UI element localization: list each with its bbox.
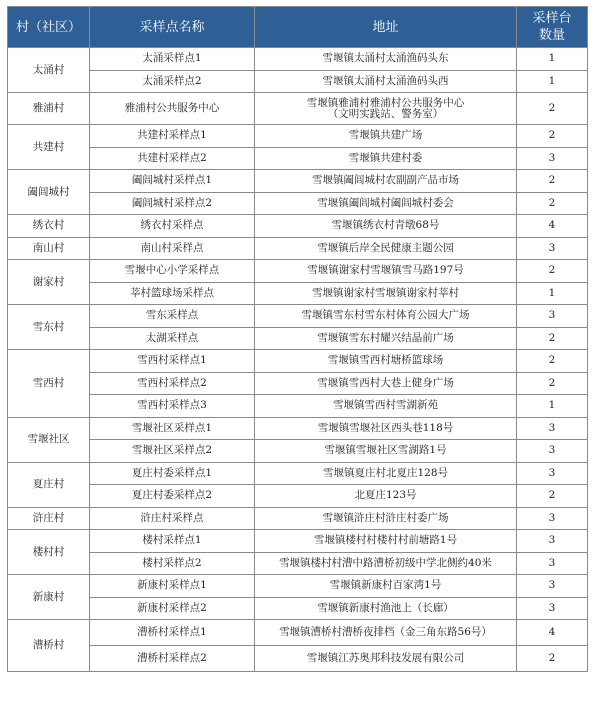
site-cell: 夏庄村委采样点1 — [90, 462, 255, 485]
address-cell: 雪堰镇江苏奥邦科技发展有限公司 — [255, 646, 517, 672]
count-cell: 2 — [517, 350, 588, 373]
site-cell: 雪西村采样点3 — [90, 395, 255, 418]
sampling-sites-table — [7, 6, 588, 672]
village-cell: 太涌村 — [8, 48, 90, 93]
table-row — [8, 440, 588, 463]
site-cell: 新康村采样点1 — [90, 575, 255, 598]
site-cell: 夏庄村委采样点2 — [90, 485, 255, 508]
site-cell: 雪西村采样点1 — [90, 350, 255, 373]
site-cell: 雪西村采样点2 — [90, 372, 255, 395]
site-cell: 共建村采样点1 — [90, 125, 255, 148]
address-cell — [255, 93, 517, 125]
table-row — [8, 70, 588, 93]
table-row — [8, 597, 588, 620]
count-cell: 3 — [517, 552, 588, 575]
count-cell: 2 — [517, 485, 588, 508]
site-cell: 漕桥村采样点1 — [90, 620, 255, 646]
village-cell: 夏庄村 — [8, 462, 90, 507]
count-cell: 2 — [517, 170, 588, 193]
address-cell: 雪堰镇太涌村太涌渔码头东 — [255, 48, 517, 71]
address-cell: 雪堰镇雪西村大巷上健身广场 — [255, 372, 517, 395]
village-cell: 南山村 — [8, 237, 90, 260]
count-cell: 3 — [517, 147, 588, 170]
address-cell: 雪堰镇新康村渔池上（长廊） — [255, 597, 517, 620]
site-cell: 阖闾城村采样点1 — [90, 170, 255, 193]
table-row — [8, 237, 588, 260]
site-cell: 太湖采样点 — [90, 327, 255, 350]
table-row — [8, 93, 588, 125]
table-row — [8, 530, 588, 553]
site-cell: 楼村采样点1 — [90, 530, 255, 553]
header-count-line1: 采样台 — [532, 11, 572, 26]
count-cell: 1 — [517, 70, 588, 93]
table-row — [8, 215, 588, 238]
village-cell: 雪堰社区 — [8, 417, 90, 462]
table-row — [8, 507, 588, 530]
address-cell: 雪堰镇谢家村雪堰镇谢家村莘村 — [255, 282, 517, 305]
site-cell: 雅浦村公共服务中心 — [90, 93, 255, 125]
site-cell: 楼村采样点2 — [90, 552, 255, 575]
table-row — [8, 417, 588, 440]
address-cell: 雪堰镇雪西村雪湖新苑 — [255, 395, 517, 418]
site-cell: 雪堰社区采样点2 — [90, 440, 255, 463]
village-cell: 阖闾城村 — [8, 170, 90, 215]
village-cell: 谢家村 — [8, 260, 90, 305]
village-cell: 雪西村 — [8, 350, 90, 418]
address-cell: 北夏庄123号 — [255, 485, 517, 508]
count-cell: 3 — [517, 417, 588, 440]
address-cell: 雪堰镇雪堰社区西头巷118号 — [255, 417, 517, 440]
count-cell: 1 — [517, 282, 588, 305]
village-cell: 雅浦村 — [8, 93, 90, 125]
site-cell: 雪东采样点 — [90, 305, 255, 328]
table-row — [8, 305, 588, 328]
count-cell: 3 — [517, 237, 588, 260]
address-cell: 雪堰镇绣衣村青墩68号 — [255, 215, 517, 238]
site-cell: 太涌采样点1 — [90, 48, 255, 71]
count-cell: 2 — [517, 260, 588, 283]
village-cell: 浒庄村 — [8, 507, 90, 530]
count-cell: 2 — [517, 646, 588, 672]
village-cell: 新康村 — [8, 575, 90, 620]
site-cell: 太涌采样点2 — [90, 70, 255, 93]
address-cell: 雪堰镇夏庄村北夏庄128号 — [255, 462, 517, 485]
count-cell: 2 — [517, 192, 588, 215]
address-cell: 雪堰镇谢家村雪堰镇雪马路197号 — [255, 260, 517, 283]
village-cell: 共建村 — [8, 125, 90, 170]
address-cell: 雪堰镇雪堰社区雪湖路1号 — [255, 440, 517, 463]
count-cell: 1 — [517, 48, 588, 71]
village-cell: 雪东村 — [8, 305, 90, 350]
address-cell: 雪堰镇楼村村楼村村前塘路1号 — [255, 530, 517, 553]
address-cell: 雪堰镇雪西村塘桥篮球场 — [255, 350, 517, 373]
table-row — [8, 395, 588, 418]
count-cell: 3 — [517, 305, 588, 328]
village-cell: 漕桥村 — [8, 620, 90, 672]
header-count-line2: 数量 — [538, 28, 565, 43]
table-row — [8, 260, 588, 283]
count-cell: 1 — [517, 395, 588, 418]
header-address: 地址 — [255, 7, 517, 48]
count-cell: 2 — [517, 372, 588, 395]
address-line2: （文明实践站、警务室） — [327, 107, 444, 120]
address-cell: 雪堰镇共建村委 — [255, 147, 517, 170]
site-cell: 莘村篮球场采样点 — [90, 282, 255, 305]
table-body — [8, 48, 588, 672]
table-row — [8, 170, 588, 193]
site-cell: 雪堰社区采样点1 — [90, 417, 255, 440]
count-cell: 3 — [517, 575, 588, 598]
table-row — [8, 282, 588, 305]
table-row — [8, 147, 588, 170]
table-row — [8, 48, 588, 71]
count-cell: 4 — [517, 215, 588, 238]
address-cell: 雪堰镇太涌村太涌渔码头西 — [255, 70, 517, 93]
table-row — [8, 620, 588, 646]
site-cell: 漕桥村采样点2 — [90, 646, 255, 672]
table-row — [8, 646, 588, 672]
address-cell: 雪堰镇阖闾城村阖闾城村委会 — [255, 192, 517, 215]
count-cell: 3 — [517, 507, 588, 530]
header-count — [517, 7, 588, 48]
address-cell: 雪堰镇后岸全民健康主题公园 — [255, 237, 517, 260]
site-cell: 新康村采样点2 — [90, 597, 255, 620]
header-village: 村（社区） — [8, 7, 90, 48]
count-cell: 3 — [517, 462, 588, 485]
table-row — [8, 462, 588, 485]
address-cell: 雪堰镇阖闾城村农副副产品市场 — [255, 170, 517, 193]
address-cell: 雪堰镇楼村村漕中路漕桥初级中学北侧约40米 — [255, 552, 517, 575]
count-cell: 3 — [517, 530, 588, 553]
table-row — [8, 350, 588, 373]
site-cell: 浒庄村采样点 — [90, 507, 255, 530]
table-row — [8, 552, 588, 575]
table-row — [8, 327, 588, 350]
table-row — [8, 575, 588, 598]
count-cell: 2 — [517, 125, 588, 148]
count-cell: 2 — [517, 327, 588, 350]
table-header-row — [8, 7, 588, 48]
sampling-table-container — [7, 6, 587, 672]
table-row — [8, 485, 588, 508]
header-site: 采样点名称 — [90, 7, 255, 48]
count-cell: 2 — [517, 93, 588, 125]
site-cell: 南山村采样点 — [90, 237, 255, 260]
site-cell: 阖闾城村采样点2 — [90, 192, 255, 215]
address-cell: 雪堰镇雪东村耀兴结晶前广场 — [255, 327, 517, 350]
address-cell: 雪堰镇浒庄村浒庄村委广场 — [255, 507, 517, 530]
count-cell: 4 — [517, 620, 588, 646]
table-row — [8, 192, 588, 215]
site-cell: 绣衣村采样点 — [90, 215, 255, 238]
address-cell: 雪堰镇漕桥村漕桥夜排档（金三角东路56号） — [255, 620, 517, 646]
table-row — [8, 372, 588, 395]
village-cell: 楼村村 — [8, 530, 90, 575]
address-cell: 雪堰镇新康村百家湾1号 — [255, 575, 517, 598]
table-row — [8, 125, 588, 148]
site-cell: 雪堰中心小学采样点 — [90, 260, 255, 283]
village-cell: 绣衣村 — [8, 215, 90, 238]
count-cell: 3 — [517, 597, 588, 620]
count-cell: 3 — [517, 440, 588, 463]
address-cell: 雪堰镇共建广场 — [255, 125, 517, 148]
address-cell: 雪堰镇雪东村雪东村体育公园大广场 — [255, 305, 517, 328]
site-cell: 共建村采样点2 — [90, 147, 255, 170]
address-line1: 雪堰镇雅浦村雅浦村公共服务中心 — [306, 96, 465, 109]
